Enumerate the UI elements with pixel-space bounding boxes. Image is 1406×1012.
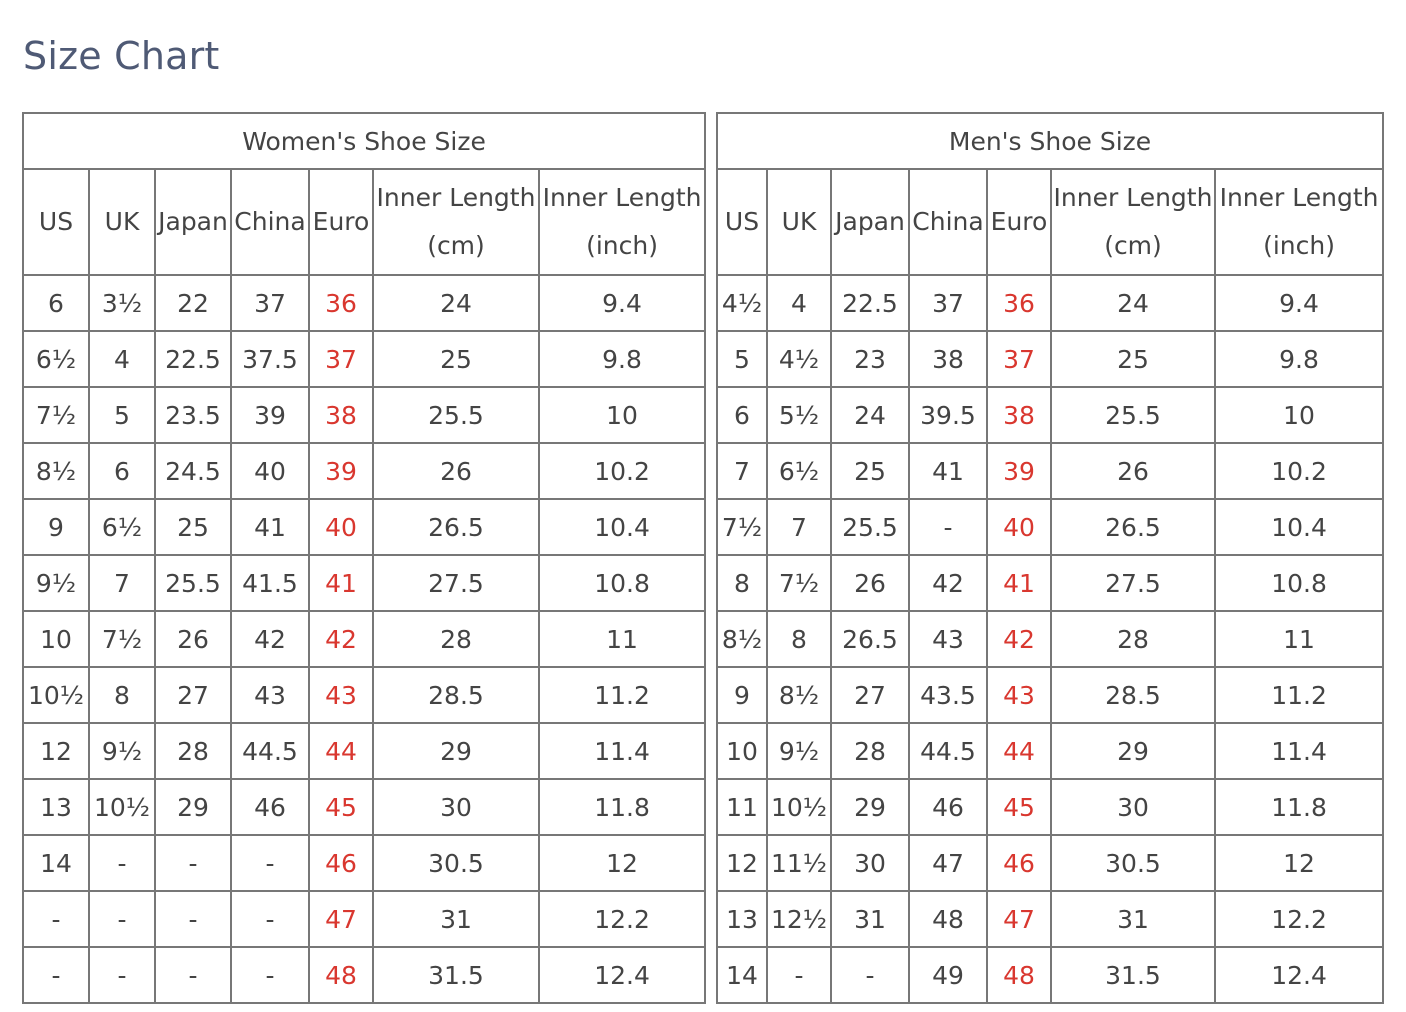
inner-length-cm-cell: 31 xyxy=(1051,891,1215,947)
japan-size-cell: 29 xyxy=(155,779,231,835)
inner-length-inch-cell: 12.2 xyxy=(539,891,705,947)
euro-size-cell: 46 xyxy=(309,835,373,891)
uk-size-cell: 6½ xyxy=(767,443,831,499)
uk-size-cell: 12½ xyxy=(767,891,831,947)
uk-size-cell: - xyxy=(89,891,155,947)
us-size-cell: 7½ xyxy=(717,499,767,555)
us-size-cell: 9 xyxy=(23,499,89,555)
inner-length-cm-cell: 31.5 xyxy=(1051,947,1215,1003)
china-size-cell: 43 xyxy=(909,611,987,667)
us-size-cell: - xyxy=(23,947,89,1003)
uk-size-cell: 7½ xyxy=(89,611,155,667)
china-size-cell: - xyxy=(909,499,987,555)
inner-length-cm-cell: 28 xyxy=(373,611,539,667)
inner-length-inch-cell: 12.2 xyxy=(1215,891,1383,947)
japan-size-cell: 22.5 xyxy=(155,331,231,387)
china-size-cell: - xyxy=(231,835,309,891)
uk-size-cell: 8 xyxy=(89,667,155,723)
us-size-cell: 8½ xyxy=(717,611,767,667)
uk-size-cell: 4½ xyxy=(767,331,831,387)
table-row xyxy=(23,835,705,891)
uk-size-cell: 8½ xyxy=(767,667,831,723)
column-header-euro: Euro xyxy=(987,169,1051,275)
euro-size-cell: 38 xyxy=(309,387,373,443)
table-row xyxy=(23,275,705,331)
us-size-cell: 9 xyxy=(717,667,767,723)
inner-length-cm-cell: 26 xyxy=(373,443,539,499)
table-row xyxy=(717,499,1383,555)
header-line: Inner Length xyxy=(542,183,702,212)
uk-size-cell: 3½ xyxy=(89,275,155,331)
us-size-cell: 7 xyxy=(717,443,767,499)
euro-size-cell: 40 xyxy=(309,499,373,555)
china-size-cell: - xyxy=(231,891,309,947)
us-size-cell: 12 xyxy=(23,723,89,779)
inner-length-inch-cell: 11 xyxy=(1215,611,1383,667)
us-size-cell: 10 xyxy=(717,723,767,779)
inner-length-inch-cell: 10.8 xyxy=(539,555,705,611)
inner-length-inch-cell: 10.2 xyxy=(1215,443,1383,499)
inner-length-inch-cell: 12 xyxy=(539,835,705,891)
japan-size-cell: 31 xyxy=(831,891,909,947)
japan-size-cell: 24.5 xyxy=(155,443,231,499)
uk-size-cell: 11½ xyxy=(767,835,831,891)
table-row xyxy=(23,947,705,1003)
china-size-cell: 46 xyxy=(909,779,987,835)
japan-size-cell: 23.5 xyxy=(155,387,231,443)
inner-length-cm-cell: 26.5 xyxy=(373,499,539,555)
euro-size-cell: 38 xyxy=(987,387,1051,443)
inner-length-inch-cell: 10.4 xyxy=(1215,499,1383,555)
table-row xyxy=(717,723,1383,779)
table-row xyxy=(717,667,1383,723)
inner-length-cm-cell: 25 xyxy=(1051,331,1215,387)
china-size-cell: 41.5 xyxy=(231,555,309,611)
table-row xyxy=(23,891,705,947)
us-size-cell: 6½ xyxy=(23,331,89,387)
inner-length-cm-cell: 31.5 xyxy=(373,947,539,1003)
japan-size-cell: 22.5 xyxy=(831,275,909,331)
inner-length-inch-cell: 10 xyxy=(539,387,705,443)
japan-size-cell: - xyxy=(155,947,231,1003)
womens-table-body xyxy=(23,275,705,1003)
china-size-cell: 41 xyxy=(909,443,987,499)
uk-size-cell: 7½ xyxy=(767,555,831,611)
uk-size-cell: - xyxy=(89,835,155,891)
mens-table-body xyxy=(717,275,1383,1003)
table-row xyxy=(717,835,1383,891)
china-size-cell: 47 xyxy=(909,835,987,891)
japan-size-cell: 28 xyxy=(155,723,231,779)
china-size-cell: 43.5 xyxy=(909,667,987,723)
china-size-cell: 37.5 xyxy=(231,331,309,387)
china-size-cell: 42 xyxy=(909,555,987,611)
inner-length-cm-cell: 28 xyxy=(1051,611,1215,667)
inner-length-inch-cell: 11.4 xyxy=(1215,723,1383,779)
us-size-cell: 7½ xyxy=(23,387,89,443)
inner-length-inch-cell: 11.8 xyxy=(1215,779,1383,835)
euro-size-cell: 41 xyxy=(309,555,373,611)
table-row xyxy=(23,499,705,555)
column-header-us: US xyxy=(717,169,767,275)
euro-size-cell: 47 xyxy=(309,891,373,947)
euro-size-cell: 39 xyxy=(309,443,373,499)
japan-size-cell: 27 xyxy=(155,667,231,723)
inner-length-inch-cell: 9.4 xyxy=(1215,275,1383,331)
us-size-cell: 8½ xyxy=(23,443,89,499)
euro-size-cell: 42 xyxy=(309,611,373,667)
table-row xyxy=(717,611,1383,667)
china-size-cell: - xyxy=(231,947,309,1003)
table-row xyxy=(717,331,1383,387)
inner-length-inch-cell: 11.2 xyxy=(539,667,705,723)
inner-length-cm-cell: 25.5 xyxy=(373,387,539,443)
china-size-cell: 39 xyxy=(231,387,309,443)
japan-size-cell: 26 xyxy=(155,611,231,667)
inner-length-cm-cell: 28.5 xyxy=(373,667,539,723)
table-row xyxy=(23,779,705,835)
china-size-cell: 46 xyxy=(231,779,309,835)
inner-length-inch-cell: 11.4 xyxy=(539,723,705,779)
uk-size-cell: 8 xyxy=(767,611,831,667)
column-header-japan: Japan xyxy=(155,169,231,275)
inner-length-cm-cell: 25 xyxy=(373,331,539,387)
inner-length-cm-cell: 29 xyxy=(1051,723,1215,779)
japan-size-cell: 23 xyxy=(831,331,909,387)
table-row xyxy=(717,947,1383,1003)
column-header-inner-length-cm xyxy=(1051,169,1215,275)
japan-size-cell: 27 xyxy=(831,667,909,723)
inner-length-inch-cell: 9.4 xyxy=(539,275,705,331)
inner-length-inch-cell: 12 xyxy=(1215,835,1383,891)
china-size-cell: 39.5 xyxy=(909,387,987,443)
uk-size-cell: 7 xyxy=(767,499,831,555)
table-row xyxy=(717,443,1383,499)
us-size-cell: 4½ xyxy=(717,275,767,331)
china-size-cell: 49 xyxy=(909,947,987,1003)
euro-size-cell: 43 xyxy=(987,667,1051,723)
us-size-cell: 9½ xyxy=(23,555,89,611)
euro-size-cell: 43 xyxy=(309,667,373,723)
inner-length-inch-cell: 12.4 xyxy=(539,947,705,1003)
euro-size-cell: 41 xyxy=(987,555,1051,611)
china-size-cell: 48 xyxy=(909,891,987,947)
column-header-euro: Euro xyxy=(309,169,373,275)
japan-size-cell: 26 xyxy=(831,555,909,611)
uk-size-cell: 5 xyxy=(89,387,155,443)
table-row xyxy=(717,555,1383,611)
inner-length-inch-cell: 10.8 xyxy=(1215,555,1383,611)
inner-length-inch-cell: 10.2 xyxy=(539,443,705,499)
japan-size-cell: - xyxy=(155,835,231,891)
table-row xyxy=(717,387,1383,443)
uk-size-cell: - xyxy=(767,947,831,1003)
japan-size-cell: 29 xyxy=(831,779,909,835)
uk-size-cell: 4 xyxy=(89,331,155,387)
us-size-cell: 6 xyxy=(717,387,767,443)
euro-size-cell: 48 xyxy=(987,947,1051,1003)
header-line: Inner Length xyxy=(376,183,536,212)
euro-size-cell: 48 xyxy=(309,947,373,1003)
euro-size-cell: 44 xyxy=(309,723,373,779)
uk-size-cell: 9½ xyxy=(89,723,155,779)
japan-size-cell: 25.5 xyxy=(831,499,909,555)
uk-size-cell: 10½ xyxy=(767,779,831,835)
us-size-cell: 10½ xyxy=(23,667,89,723)
china-size-cell: 37 xyxy=(909,275,987,331)
column-header-china: China xyxy=(909,169,987,275)
us-size-cell: 10 xyxy=(23,611,89,667)
japan-size-cell: 25 xyxy=(155,499,231,555)
column-header-japan: Japan xyxy=(831,169,909,275)
table-row xyxy=(23,387,705,443)
china-size-cell: 44.5 xyxy=(231,723,309,779)
inner-length-cm-cell: 26 xyxy=(1051,443,1215,499)
us-size-cell: 5 xyxy=(717,331,767,387)
uk-size-cell: 9½ xyxy=(767,723,831,779)
column-header-china: China xyxy=(231,169,309,275)
china-size-cell: 41 xyxy=(231,499,309,555)
us-size-cell: 12 xyxy=(717,835,767,891)
mens-table-heading: Men's Shoe Size xyxy=(717,113,1383,169)
euro-size-cell: 42 xyxy=(987,611,1051,667)
column-header-us: US xyxy=(23,169,89,275)
column-header-inner-length-cm xyxy=(373,169,539,275)
japan-size-cell: 22 xyxy=(155,275,231,331)
japan-size-cell: 26.5 xyxy=(831,611,909,667)
header-unit: (inch) xyxy=(586,231,658,260)
header-line: Inner Length xyxy=(1219,183,1379,212)
inner-length-cm-cell: 29 xyxy=(373,723,539,779)
euro-size-cell: 36 xyxy=(987,275,1051,331)
uk-size-cell: 4 xyxy=(767,275,831,331)
inner-length-inch-cell: 10 xyxy=(1215,387,1383,443)
column-header-inner-length-inch xyxy=(539,169,705,275)
euro-size-cell: 47 xyxy=(987,891,1051,947)
uk-size-cell: 7 xyxy=(89,555,155,611)
uk-size-cell: 6½ xyxy=(89,499,155,555)
japan-size-cell: 25 xyxy=(831,443,909,499)
table-row xyxy=(717,275,1383,331)
table-row xyxy=(23,555,705,611)
inner-length-inch-cell: 11 xyxy=(539,611,705,667)
inner-length-inch-cell: 9.8 xyxy=(539,331,705,387)
inner-length-cm-cell: 26.5 xyxy=(1051,499,1215,555)
column-header-inner-length-inch xyxy=(1215,169,1383,275)
table-row xyxy=(717,779,1383,835)
us-size-cell: 14 xyxy=(717,947,767,1003)
us-size-cell: 8 xyxy=(717,555,767,611)
inner-length-inch-cell: 12.4 xyxy=(1215,947,1383,1003)
euro-size-cell: 45 xyxy=(309,779,373,835)
japan-size-cell: 30 xyxy=(831,835,909,891)
euro-size-cell: 40 xyxy=(987,499,1051,555)
inner-length-cm-cell: 28.5 xyxy=(1051,667,1215,723)
japan-size-cell: - xyxy=(831,947,909,1003)
page-title: Size Chart xyxy=(23,34,220,78)
euro-size-cell: 39 xyxy=(987,443,1051,499)
womens-table-heading: Women's Shoe Size xyxy=(23,113,705,169)
china-size-cell: 38 xyxy=(909,331,987,387)
china-size-cell: 42 xyxy=(231,611,309,667)
mens-size-table xyxy=(716,112,1384,1004)
euro-size-cell: 45 xyxy=(987,779,1051,835)
table-row xyxy=(23,611,705,667)
inner-length-cm-cell: 27.5 xyxy=(1051,555,1215,611)
china-size-cell: 43 xyxy=(231,667,309,723)
uk-size-cell: - xyxy=(89,947,155,1003)
inner-length-cm-cell: 24 xyxy=(1051,275,1215,331)
euro-size-cell: 37 xyxy=(987,331,1051,387)
inner-length-cm-cell: 25.5 xyxy=(1051,387,1215,443)
inner-length-cm-cell: 30.5 xyxy=(373,835,539,891)
inner-length-cm-cell: 30 xyxy=(1051,779,1215,835)
table-row xyxy=(23,667,705,723)
euro-size-cell: 46 xyxy=(987,835,1051,891)
us-size-cell: - xyxy=(23,891,89,947)
womens-size-table xyxy=(22,112,706,1004)
inner-length-inch-cell: 11.2 xyxy=(1215,667,1383,723)
china-size-cell: 44.5 xyxy=(909,723,987,779)
china-size-cell: 40 xyxy=(231,443,309,499)
column-header-uk: UK xyxy=(89,169,155,275)
japan-size-cell: 28 xyxy=(831,723,909,779)
euro-size-cell: 37 xyxy=(309,331,373,387)
us-size-cell: 13 xyxy=(717,891,767,947)
us-size-cell: 14 xyxy=(23,835,89,891)
inner-length-cm-cell: 24 xyxy=(373,275,539,331)
us-size-cell: 6 xyxy=(23,275,89,331)
table-row xyxy=(23,331,705,387)
china-size-cell: 37 xyxy=(231,275,309,331)
inner-length-cm-cell: 27.5 xyxy=(373,555,539,611)
inner-length-cm-cell: 30.5 xyxy=(1051,835,1215,891)
inner-length-inch-cell: 9.8 xyxy=(1215,331,1383,387)
header-unit: (inch) xyxy=(1263,231,1335,260)
inner-length-cm-cell: 31 xyxy=(373,891,539,947)
japan-size-cell: - xyxy=(155,891,231,947)
japan-size-cell: 24 xyxy=(831,387,909,443)
us-size-cell: 11 xyxy=(717,779,767,835)
uk-size-cell: 5½ xyxy=(767,387,831,443)
table-row xyxy=(717,891,1383,947)
euro-size-cell: 44 xyxy=(987,723,1051,779)
column-header-uk: UK xyxy=(767,169,831,275)
inner-length-inch-cell: 10.4 xyxy=(539,499,705,555)
us-size-cell: 13 xyxy=(23,779,89,835)
header-line: Inner Length xyxy=(1053,183,1213,212)
euro-size-cell: 36 xyxy=(309,275,373,331)
table-row xyxy=(23,443,705,499)
table-row xyxy=(23,723,705,779)
header-unit: (cm) xyxy=(1104,231,1162,260)
uk-size-cell: 10½ xyxy=(89,779,155,835)
inner-length-inch-cell: 11.8 xyxy=(539,779,705,835)
inner-length-cm-cell: 30 xyxy=(373,779,539,835)
header-unit: (cm) xyxy=(427,231,485,260)
uk-size-cell: 6 xyxy=(89,443,155,499)
japan-size-cell: 25.5 xyxy=(155,555,231,611)
